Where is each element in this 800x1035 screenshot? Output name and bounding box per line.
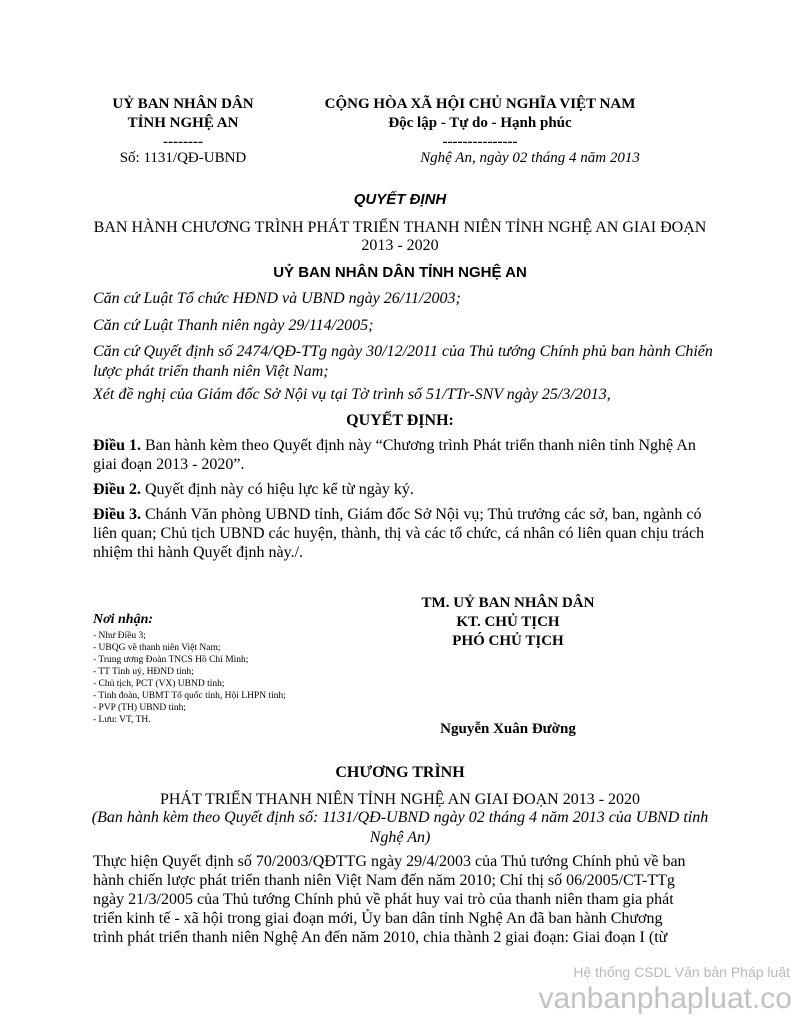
recipient-item: - TT Tỉnh uỷ, HĐND tỉnh; (93, 667, 194, 677)
recipient-item: - PVP (TH) UBND tỉnh; (93, 703, 187, 713)
decision-subject-line2: 2013 - 2020 (361, 237, 439, 254)
recipient-item: - UBQG về thanh niên Việt Nam; (93, 643, 221, 653)
national-name: CỘNG HÒA XÃ HỘI CHỦ NGHĨA VIỆT NAM (324, 96, 636, 112)
legal-basis-3 (93, 342, 733, 382)
recipients-title: Nơi nhận: (93, 612, 154, 627)
national-motto: Độc lập - Tự do - Hạnh phúc (388, 115, 572, 131)
watermark-caption: Hệ thống CSDL Văn bản Pháp luật (573, 964, 790, 980)
recipients-list (93, 630, 353, 726)
program-note-line2: Nghệ An) (369, 829, 431, 846)
document-number: Số: 1131/QĐ-UBND (119, 150, 247, 166)
recipient-item: - Chủ tịch, PCT (VX) UBND tỉnh; (93, 679, 225, 689)
recipient-item: - Tỉnh đoàn, UBMT Tổ quốc tỉnh, Hội LHPN tỉnh; (93, 691, 286, 701)
issuer-name: UỶ BAN NHÂN DÂN (112, 96, 254, 112)
decision-subject-line1: BAN HÀNH CHƯƠNG TRÌNH PHÁT TRIỂN THANH NIÊN TỈNH NGHỆ AN GIAI ĐOẠN (93, 219, 707, 236)
program-note-line1: (Ban hành kèm theo Quyết định số: 1131/QĐ-UBND ngày 02 tháng 4 năm 2013 của UBND tỉnh (91, 809, 709, 826)
legal-basis-4: Xét đề nghị của Giám đốc Sở Nội vụ tại Tờ trình số 51/TTr-SNV ngày 25/3/2013, (93, 386, 611, 403)
article-3-text-line1: Chánh Văn phòng UBND tỉnh, Giám đốc Sở Nội vụ; Thủ trưởng các sở, ban, ngành có (141, 506, 702, 523)
program-paragraph-line: Thực hiện Quyết định số 70/2003/QĐTTG ngày 29/4/2003 của Thủ tướng Chính phủ về ban (93, 853, 686, 870)
national-motto-block (290, 95, 670, 152)
article-1-text-line1: Ban hành kèm theo Quyết định này “Chương trình Phát triển thanh niên tỉnh Nghệ An (141, 437, 696, 454)
signer-name: Nguyễn Xuân Đường (440, 721, 576, 737)
place-date: Nghệ An, ngày 02 tháng 4 năm 2013 (420, 150, 640, 166)
article-2-text: Quyết định này có hiệu lực kể từ ngày ký. (141, 481, 414, 498)
program-title: CHƯƠNG TRÌNH (335, 764, 465, 781)
program-paragraph (93, 852, 743, 947)
program-note (60, 808, 740, 848)
legal-basis-3-line2: lược phát triển thanh niên Việt Nam; (93, 363, 329, 380)
issuer-province: TỈNH NGHỆ AN (127, 115, 239, 131)
article-1-label: Điều 1. (93, 437, 141, 454)
decision-subject (60, 218, 740, 256)
recipient-item: - Như Điều 3; (93, 631, 146, 641)
issuer-separator: -------- (163, 134, 203, 150)
signature-line2: KT. CHỦ TỊCH (456, 614, 560, 630)
program-paragraph-line: hành chiến lược phát triển thanh niên Việt Nam đến năm 2010; Chỉ thị số 06/2005/CT-TTg (93, 872, 675, 889)
article-3-text-line2: liên quan; Chủ tịch UBND các huyện, thành, thị và các tổ chức, cá nhân có liên quan chịu trách (93, 525, 705, 542)
article-3 (93, 505, 733, 562)
decision-heading: QUYẾT ĐỊNH: (346, 412, 454, 429)
article-1 (93, 436, 733, 474)
issuer-block (88, 95, 278, 152)
legal-basis-1: Căn cứ Luật Tổ chức HĐND và UBND ngày 26/11/2003; (93, 290, 461, 307)
recipient-item: - Trung ương Đoàn TNCS Hồ Chí Minh; (93, 655, 249, 665)
recipient-item: - Lưu: VT, TH. (93, 715, 151, 725)
article-1-text-line2: giai đoạn 2013 - 2020”. (93, 456, 245, 473)
program-paragraph-line: triển kinh tế - xã hội trong giai đoạn mới, Ủy ban dân tỉnh Nghệ An đã ban hành Chương (93, 910, 663, 927)
article-3-text-line3: nhiệm thi hành Quyết định này./. (93, 544, 304, 561)
program-subtitle: PHÁT TRIỂN THANH NIÊN TỈNH NGHỆ AN GIAI ĐOẠN 2013 - 2020 (159, 791, 641, 808)
article-2-label: Điều 2. (93, 481, 141, 498)
article-3-label: Điều 3. (93, 506, 141, 523)
legal-basis-2: Căn cứ Luật Thanh niên ngày 29/114/2005; (93, 317, 374, 334)
signature-line1: TM. UỶ BAN NHÂN DÂN (421, 595, 595, 611)
legal-basis-3-line1: Căn cứ Quyết định số 2474/QĐ-TTg ngày 30/12/2011 của Thủ tướng Chính phủ ban hành Chiến (93, 343, 713, 360)
motto-separator: --------------- (442, 134, 518, 150)
signature-line3: PHÓ CHỦ TỊCH (452, 633, 564, 649)
article-2 (93, 480, 733, 499)
watermark-site: vanbanphapluat.co (538, 982, 792, 1015)
issuing-authority: UỶ BAN NHÂN DÂN TỈNH NGHỆ AN (273, 264, 527, 281)
program-paragraph-line: trình phát triển thanh niên Nghệ An đến năm 2010, chia thành 2 giai đoạn: Giai đoạn I (từ (93, 929, 668, 946)
program-paragraph-line: ngày 21/3/2005 của Thủ tướng Chính phủ về phát huy vai trò của thanh niên tham gia phát (93, 891, 674, 908)
signature-block (398, 594, 618, 651)
decision-title: QUYẾT ĐỊNH (353, 191, 447, 208)
